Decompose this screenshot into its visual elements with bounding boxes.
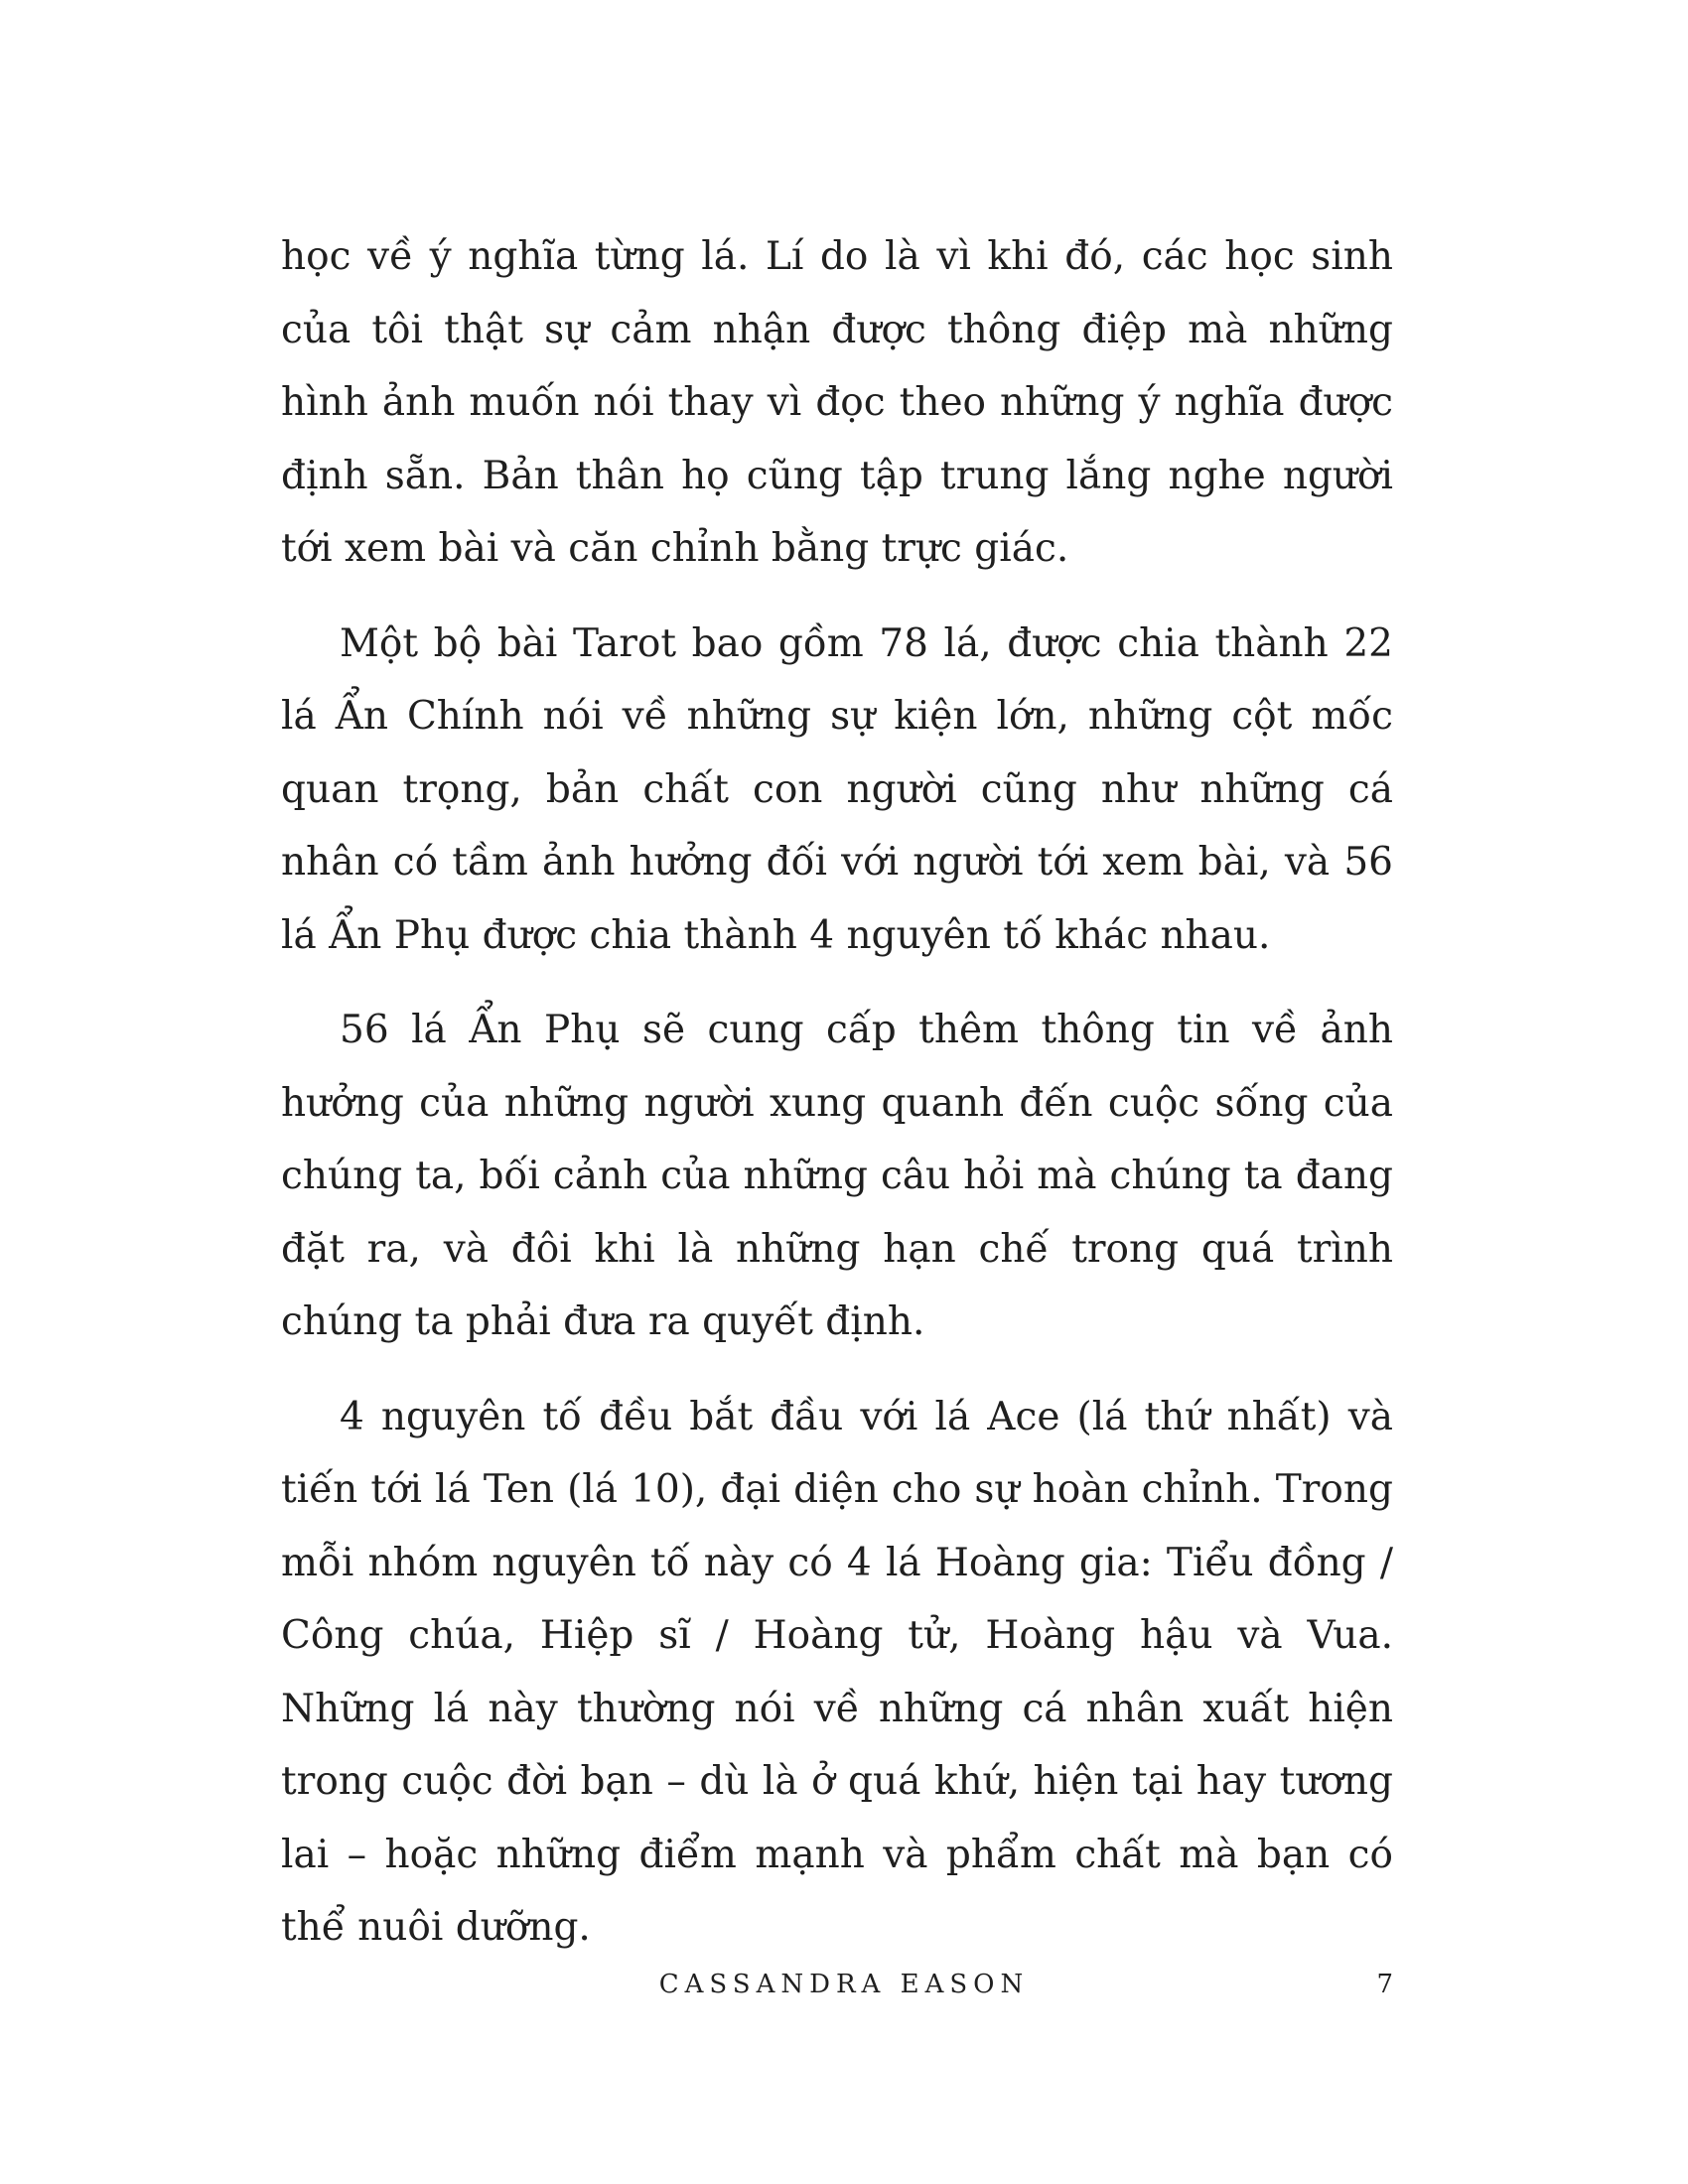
page-body [281, 220, 1393, 1965]
paragraph-minor-arcana: 56 lá Ẩn Phụ sẽ cung cấp thêm thông tin về ảnh hưởng của những người xung quanh đến cuộc sống của chúng ta, bối cảnh của những câu hỏi mà chúng ta đang đặt ra, và đôi khi là những hạn chế trong quá trình chúng ta phải đưa ra quyết định. [281, 1008, 1393, 1344]
page-number: 7 [1376, 1970, 1393, 1999]
footer-author: CASSANDRA EASON [658, 1970, 1030, 1999]
paragraph-continuation: học về ý nghĩa từng lá. Lí do là vì khi đó, các học sinh của tôi thật sự cảm nhận được thông điệp mà những hình ảnh muốn nói thay vì đọc theo những ý nghĩa được định sẵn. Bản thân họ cũng tập trung lắng nghe người tới xem bài và căn chỉnh bằng trực giác. [281, 234, 1393, 571]
paragraph-tarot-deck: Một bộ bài Tarot bao gồm 78 lá, được chia thành 22 lá Ẩn Chính nói về những sự kiện lớn, những cột mốc quan trọng, bản chất con người cũng như những cá nhân có tầm ảnh hưởng đối với người tới xem bài, và 56 lá Ẩn Phụ được chia thành 4 nguyên tố khác nhau. [281, 620, 1393, 958]
paragraph-elements: 4 nguyên tố đều bắt đầu với lá Ace (lá thứ nhất) và tiến tới lá Ten (lá 10), đại diện cho sự hoàn chỉnh. Trong mỗi nhóm nguyên tố này có 4 lá Hoàng gia: Tiểu đồng / Công chúa, Hiệp sĩ / Hoàng tử, Hoàng hậu và Vua. Những lá này thường nói về những cá nhân xuất hiện trong cuộc đời bạn – dù là ở quá khứ, hiện tại hay tương lai – hoặc những điểm mạnh và phẩm chất mà bạn có thể nuôi dưỡng. [281, 1394, 1393, 1950]
